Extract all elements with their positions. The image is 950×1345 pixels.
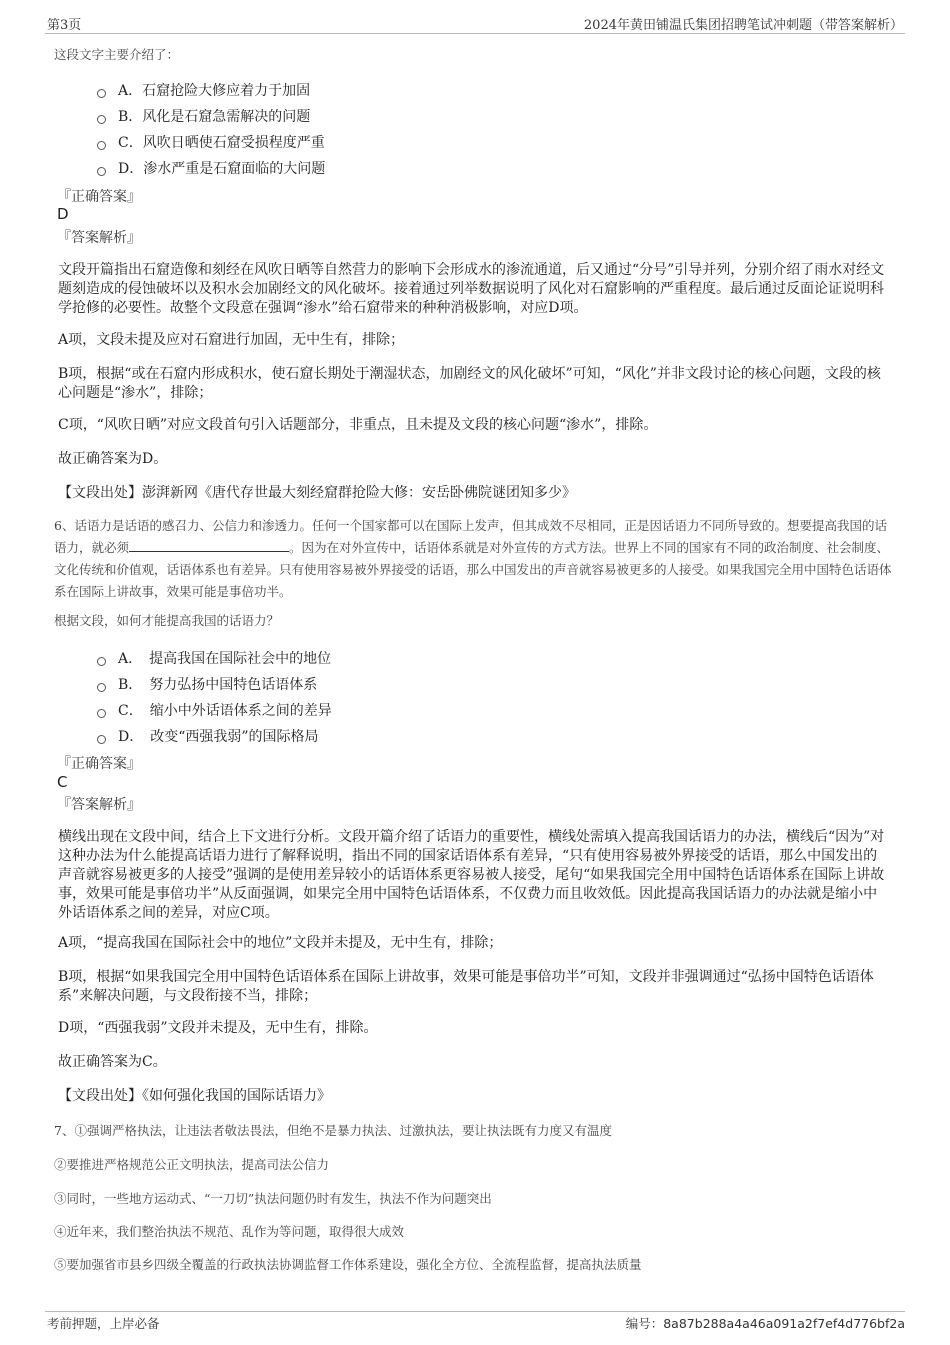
q7-item-2: ②要推进严格规范公正文明执法，提高司法公信力 [54,1157,330,1172]
q7-item-5: ⑤要加强省市县乡四级全覆盖的行政执法协调监督工作体系建设，强化全方位、全流程监督，提高执法质量 [54,1257,642,1272]
option-label: D． 改变“西强我弱”的国际格局 [118,729,319,745]
q5-prompt: 这段文字主要介绍了： [54,47,180,62]
q7-item-4: ④近年来，我们整治执法不规范、乱作为等问题，取得很大成效 [54,1224,405,1239]
q5-option-d[interactable] [97,158,325,178]
option-label: C．风吹日晒使石窟受损程度严重 [118,135,325,151]
q6-option-d-note: D项，“西强我弱”文段并未提及，无中生有，排除。 [58,1020,378,1036]
document-title: 2024年黄田铺温氏集团招聘笔试冲刺题（带答案解析） [583,18,903,33]
q5-analysis-text: 文段开篇指出石窟造像和刻经在风吹日晒等自然营力的影响下会形成水的渗流通道，后又通过“分号”引导并列，分别介绍了雨水对经文题刻造成的侵蚀破坏以及积水会加剧经文的风化破坏。接着通过列举数据说明了风化对石窟影响的严重程度。最后通过反面论证说明科学抢修的必要性。故整个文段意在强调“渗水”给石窟带来的种种消极影响，对应D项。 [58,262,885,316]
q6-stem [54,515,896,603]
q5-option-a[interactable] [97,80,310,100]
q6-stem-part1: 6、话语力是话语的感召力、公信力和渗透力。任何一个国家都可以在国际上发声，但其成效不尽相同，正是因话语力不同所导致的。想要提高我国的话语力，就必须 [54,518,887,555]
q6-analysis-text: 横线出现在文段中间，结合上下文进行分析。文段开篇介绍了话语力的重要性，横线处需填入提高我国话语力的办法，横线后“因为”对这种办法为什么能提高话语力进行了解释说明，指出不同的国家话语体系有差异，“只有使用容易被外界接受的话语，那么中国发出的声音就容易被更多的人接受”强调的是使用差异较小的话语体系更容易被人接受，尾句“如果我国完全用中国特色话语体系在国际上讲故事，效果可能是事倍功半”从反面强调，如果完全用中国特色话语体系，不仅费力而且收效低。因此提高我国话语力的办法就是缩小中外话语体系之间的差异，对应C项。 [58,829,885,921]
q6-correct-label: 『正确答案』 [57,756,141,772]
q5-conclusion: 故正确答案为D。 [58,451,168,467]
document-code [626,1314,905,1332]
radio-icon[interactable] [97,141,106,150]
q6-correct-answer: C [57,773,68,791]
q6-option-b-note: B项，根据“如果我国完全用中国特色话语体系在国际上讲故事，效果可能是事倍功半”可知，文段并非强调通过“弘扬中国特色话语体系”来解决问题，与文段衔接不当，排除； [58,969,874,1004]
radio-icon[interactable] [97,167,106,176]
q5-source: 【文段出处】澎湃新网《唐代存世最大刻经窟群抢险大修：安岳卧佛院谜团知多少》 [58,485,576,501]
option-label: A． 提高我国在国际社会中的地位 [118,651,332,667]
option-label: D．渗水严重是石窟面临的大问题 [118,161,326,177]
option-label: C． 缩小中外话语体系之间的差异 [118,703,332,719]
q6-source: 【文段出处】《如何强化我国的国际话语力》 [58,1088,331,1104]
q6-conclusion: 故正确答案为C。 [58,1054,167,1070]
code-value: 8a87b288a4a46a091a2f7ef4d776bf2a [663,1316,905,1331]
q5-correct-label: 『正确答案』 [57,189,141,205]
q6-option-a-note: A项，“提高我国在国际社会中的地位”文段并未提及，无中生有，排除； [58,935,503,951]
q5-option-c[interactable] [97,132,325,152]
q5-correct-answer: D [57,205,69,223]
q6-analysis-label: 『答案解析』 [57,797,141,813]
q5-option-a-note: A项，文段未提及应对石窟进行加固，无中生有，排除； [58,332,405,348]
q7-item-3: ③同时，一些地方运动式、“一刀切”执法问题仍时有发生，执法不作为问题突出 [54,1191,492,1206]
option-label: B．风化是石窟急需解决的问题 [118,109,311,125]
q5-option-b-note: B项，根据“或在石窟内形成积水，使石窟长期处于潮湿状态，加剧经文的风化破坏”可知，“风化”并非文段讨论的核心问题，文段的核心问题是“渗水”，排除； [58,366,881,401]
q7-item-1: 7、①强调严格执法，让违法者敬法畏法，但绝不是暴力执法、过激执法，要让执法既有力度又有温度 [54,1123,612,1138]
q5-option-c-note: C项，“风吹日晒”对应文段首句引入话题部分，非重点，且未提及文段的核心问题“渗水”，排除。 [58,417,658,433]
q6-option-c[interactable] [97,700,332,720]
radio-icon[interactable] [97,657,106,666]
footer-slogan: 考前押题，上岸必备 [47,1316,160,1331]
q5-analysis-label: 『答案解析』 [57,230,141,246]
page-number: 第3页 [47,18,82,33]
header-rule [45,33,905,34]
q6-option-b[interactable] [97,674,317,694]
q6-stem-part2: 。因为在对外宣传中，话语体系就是对外宣传的方式方法。世界上不同的国家有不同的政治制度、社会制度、文化传统和价值观，话语体系也有差异。只有使用容易被外界接受的话语，那么中国发出的声音就容易被更多的人接受。如果我国完全用中国特色话语体系在国际上讲故事，效果可能是事倍功半。 [54,540,892,599]
q6-option-a[interactable] [97,648,331,668]
q6-option-d[interactable] [97,726,319,746]
radio-icon[interactable] [97,115,106,124]
footer-rule [45,1311,905,1312]
radio-icon[interactable] [97,709,106,718]
q5-option-b[interactable] [97,106,310,126]
code-label: 编号： [625,1316,664,1331]
radio-icon[interactable] [97,89,106,98]
radio-icon[interactable] [97,683,106,692]
fill-in-blank [129,539,289,552]
q6-prompt: 根据文段，如何才能提高我国的话语力？ [54,613,280,628]
radio-icon[interactable] [97,735,106,744]
option-label: A．石窟抢险大修应着力于加固 [118,83,311,99]
option-label: B． 努力弘扬中国特色话语体系 [118,677,318,693]
